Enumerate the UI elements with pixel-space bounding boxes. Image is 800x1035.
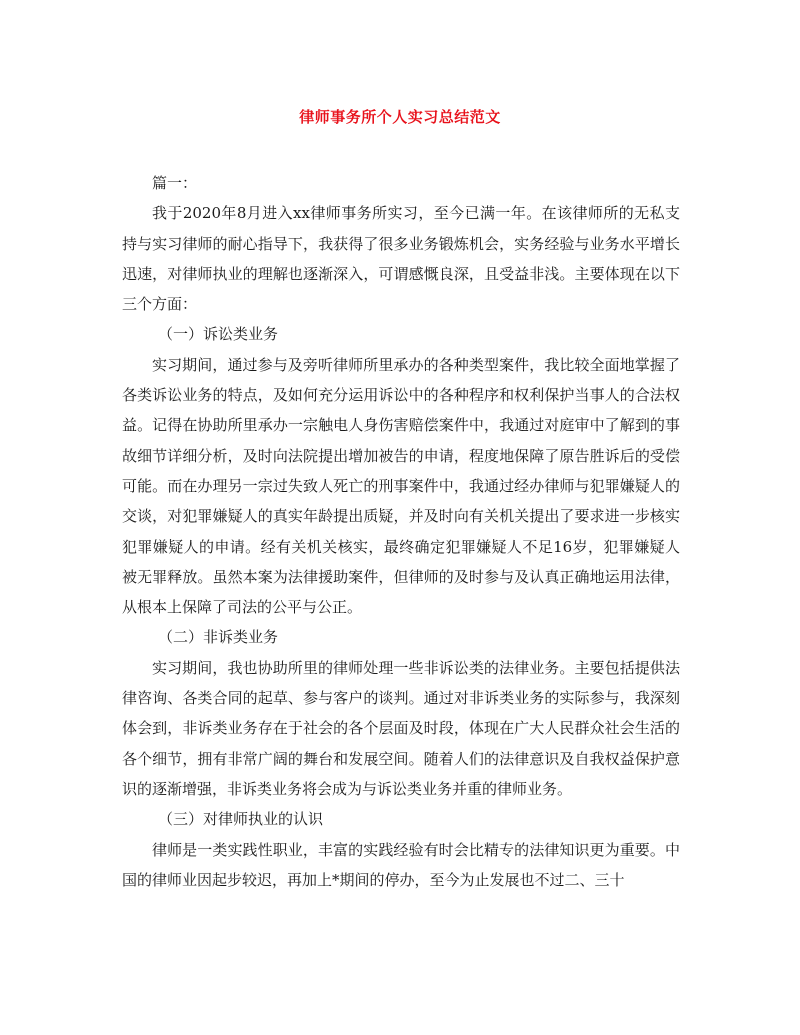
section-heading-litigation: （一）诉讼类业务 xyxy=(158,325,279,344)
section-body-lawyer-practice: 律师是一类实践性职业，丰富的实践经验有时会比精专的法律知识更为重要。中国的律师业因起步较迟，再加上*期间的停办，至今为止发展也不过二、三十 xyxy=(122,840,680,889)
section-body-non-litigation: 实习期间，我也协助所里的律师处理一些非诉讼类的法律业务。主要包括提供法律咨询、各类合同的起草、参与客户的谈判。通过对非诉类业务的实际参与，我深刻体会到，非诉类业务存在于社会的各个层面及时段，体现在广大人民群众社会生活的各个细节，拥有非常广阔的舞台和发展空间。随着人们的法律意识及自我权益保护意识的逐渐增强，非诉类业务将会成为与诉讼类业务并重的律师业务。 xyxy=(122,658,680,798)
document-title: 律师事务所个人实习总结范文 xyxy=(299,108,501,126)
section-heading-non-litigation: （二）非诉类业务 xyxy=(158,628,279,647)
section-label: 篇一： xyxy=(152,174,198,192)
section-heading-lawyer-practice: （三）对律师执业的认识 xyxy=(158,810,324,829)
document-body xyxy=(122,168,680,895)
section-body-litigation: 实习期间，通过参与及旁听律师所里承办的各种类型案件，我比较全面地掌握了各类诉讼业务的特点，及如何充分运用诉讼中的各种程序和权利保护当事人的合法权益。记得在协助所里承办一宗触电人身伤害赔偿案件中，我通过对庭审中了解到的事故细节详细分析，及时向法院提出增加被告的申请，程度地保障了原告胜诉后的受偿可能。而在办理另一宗过失致人死亡的刑事案件中，我通过经办律师与犯罪嫌疑人的交谈，对犯罪嫌疑人的真实年龄提出质疑，并及时向有关机关提出了要求进一步核实犯罪嫌疑人的申请。经有关机关核实，最终确定犯罪嫌疑人不足16岁，犯罪嫌疑人被无罪释放。虽然本案为法律援助案件，但律师的及时参与及认真正确地运用法律，从根本上保障了司法的公平与公正。 xyxy=(122,355,680,617)
intro-paragraph: 我于2020年8月进入xx律师事务所实习，至今已满一年。在该律师所的无私支持与实习律师的耐心指导下，我获得了很多业务锻炼机会，实务经验与业务水平增长迅速，对律师执业的理解也逐渐深入，可谓感慨良深，且受益非浅。主要体现在以下三个方面： xyxy=(122,204,680,314)
